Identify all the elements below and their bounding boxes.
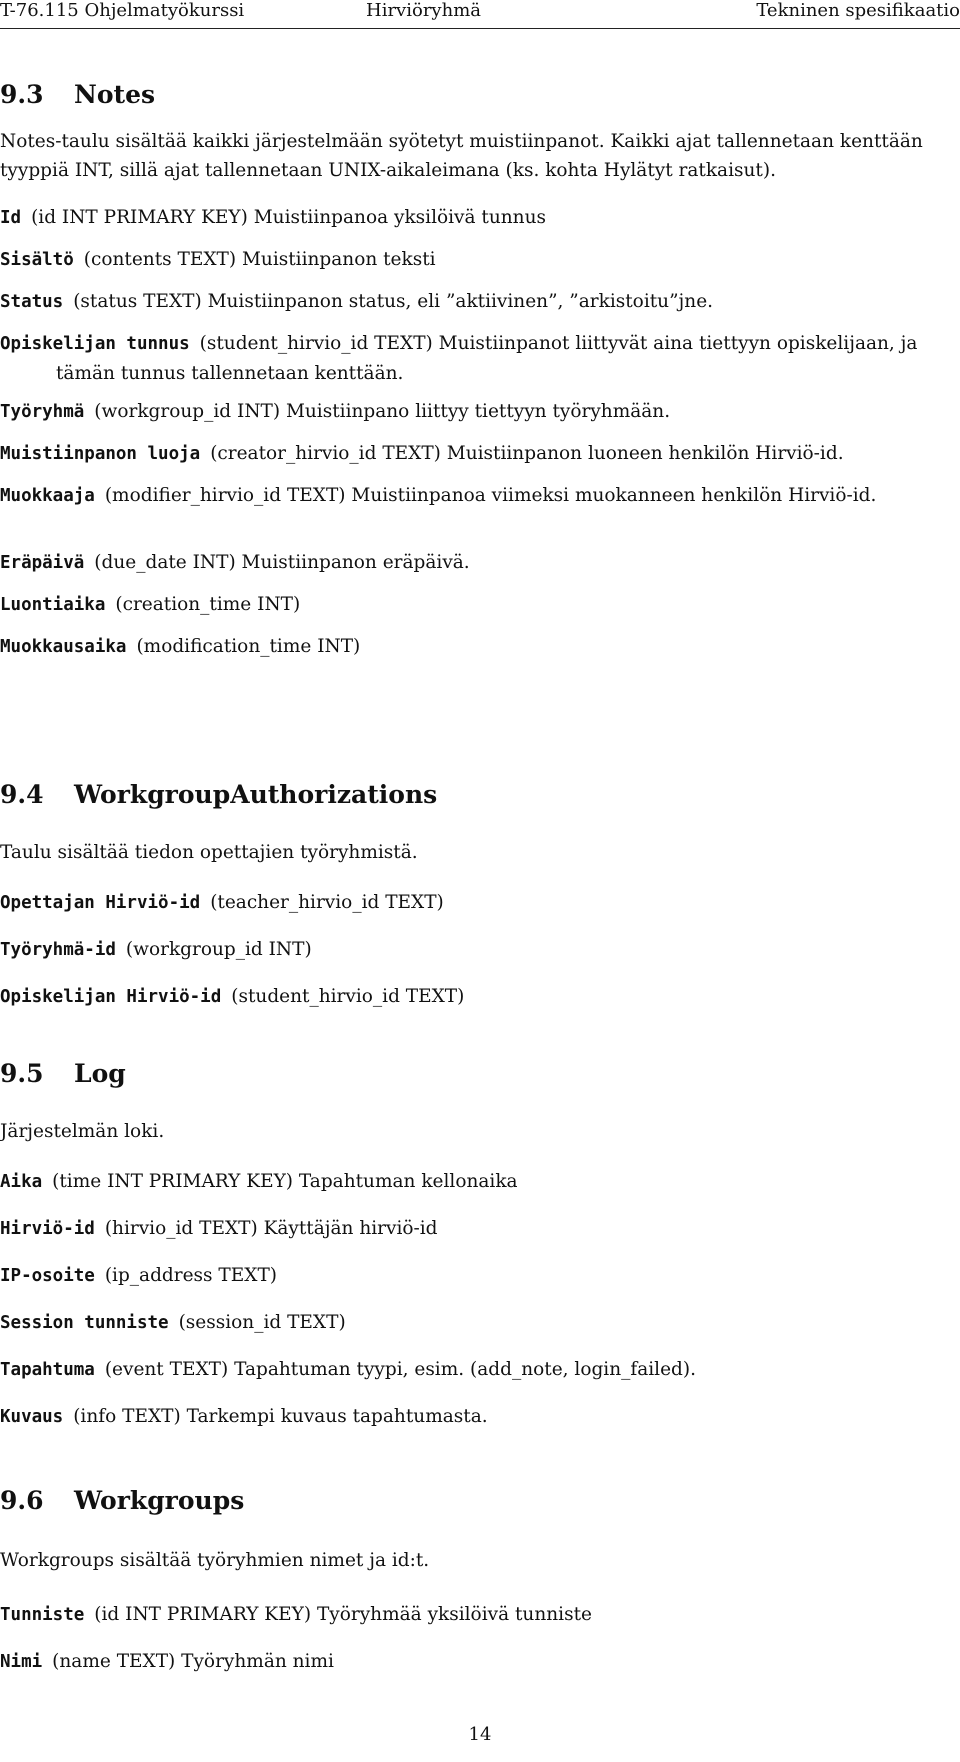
field-term: Luontiaika: [0, 595, 106, 615]
section-number: 9.5: [0, 1059, 44, 1088]
header-doc-title: Tekninen spesifikaatio: [756, 0, 960, 21]
field-entry: [0, 287, 952, 317]
field-desc: (ip_address TEXT): [104, 1265, 278, 1286]
field-term: Kuvaus: [0, 1407, 64, 1427]
field-desc: (id INT PRIMARY KEY) Työryhmää yksilöivä tunniste: [94, 1604, 592, 1625]
field-term: Työryhmä-id: [0, 940, 116, 960]
field-term: Opiskelijan tunnus: [0, 334, 190, 354]
field-desc: (contents TEXT) Muistiinpanon teksti: [83, 249, 436, 270]
header-group: Hirviöryhmä: [366, 0, 481, 21]
notes-intro: Notes-taulu sisältää kaikki järjestelmään syötetyt muistiinpanot. Kaikki ajat tallennetaan kenttään tyyppiä INT, sillä ajat tallennetaan UNIX-aikaleimana (ks. kohta Hylätyt ratkaisut).: [0, 131, 923, 181]
field-entry: [0, 1214, 952, 1244]
field-desc: (creation_time INT): [115, 594, 301, 615]
field-entry: [0, 1600, 952, 1630]
field-desc: (due_date INT) Muistiinpanon eräpäivä.: [94, 552, 470, 573]
field-entry: [0, 1308, 952, 1338]
field-term: IP-osoite: [0, 1266, 95, 1286]
section-title-notes: [0, 80, 155, 109]
field-desc: (student_hirvio_id TEXT): [231, 986, 465, 1007]
field-entry: [0, 329, 952, 389]
field-term: Tapahtuma: [0, 1360, 95, 1380]
running-header: [0, 0, 960, 28]
field-entry: [0, 590, 952, 620]
field-term: Id: [0, 208, 22, 228]
header-course: T-76.115 Ohjelmatyökurssi: [0, 0, 245, 21]
field-entry: [0, 548, 952, 578]
section-number: 9.3: [0, 80, 44, 109]
field-term: Tunniste: [0, 1605, 85, 1625]
section-name: WorkgroupAuthorizations: [74, 780, 438, 809]
field-entry: [0, 632, 952, 662]
section-number: 9.6: [0, 1486, 44, 1515]
header-rule: [0, 28, 960, 29]
field-term: Opettajan Hirviö-id: [0, 893, 201, 913]
field-term: Opiskelijan Hirviö-id: [0, 987, 222, 1007]
field-term: Session tunniste: [0, 1313, 169, 1333]
field-desc: (time INT PRIMARY KEY) Tapahtuman kellonaika: [52, 1171, 518, 1192]
field-desc: (name TEXT) Työryhmän nimi: [52, 1651, 334, 1672]
section-name: Workgroups: [74, 1486, 245, 1515]
section-name: Notes: [74, 80, 156, 109]
field-entry: [0, 888, 952, 918]
field-desc: (info TEXT) Tarkempi kuvaus tapahtumasta.: [73, 1406, 488, 1427]
log-intro: Järjestelmän loki.: [0, 1121, 165, 1142]
field-entry: [0, 439, 952, 469]
field-term: Työryhmä: [0, 402, 85, 422]
section-name: Log: [74, 1059, 126, 1088]
field-entry: [0, 203, 952, 233]
field-desc: (student_hirvio_id TEXT) Muistiinpanot liittyvät aina tiettyyn opiskelijaan, ja tämän tunnus tallennetaan kenttään.: [56, 333, 918, 384]
field-desc: (event TEXT) Tapahtuman tyypi, esim. (add_note, login_failed).: [104, 1359, 696, 1380]
section-number: 9.4: [0, 780, 44, 809]
field-entry: [0, 1261, 952, 1291]
section-title-workgroup-authorizations: [0, 780, 437, 809]
field-desc: (modifier_hirvio_id TEXT) Muistiinpanoa viimeksi muokanneen henkilön Hirviö-id.: [104, 485, 877, 506]
page-number: 14: [468, 1724, 492, 1745]
field-entry: [0, 1167, 952, 1197]
field-desc: (workgroup_id INT): [125, 939, 312, 960]
field-term: Status: [0, 292, 64, 312]
field-term: Muokkaaja: [0, 486, 95, 506]
field-entry: [0, 935, 952, 965]
workgroup-authorizations-intro: Taulu sisältää tiedon opettajien työryhmistä.: [0, 842, 418, 863]
field-entry: [0, 245, 952, 275]
field-desc: (status TEXT) Muistiinpanon status, eli ”aktiivinen”, ”arkistoitu”jne.: [73, 291, 714, 312]
section-title-workgroups: [0, 1486, 244, 1515]
field-term: Hirviö-id: [0, 1219, 95, 1239]
field-desc: (id INT PRIMARY KEY) Muistiinpanoa yksilöivä tunnus: [31, 207, 547, 228]
field-term: Nimi: [0, 1652, 43, 1672]
field-entry: [0, 1402, 952, 1432]
field-term: Muistiinpanon luoja: [0, 444, 201, 464]
field-entry: [0, 1355, 952, 1385]
field-desc: (modification_time INT): [136, 636, 361, 657]
field-entry: [0, 982, 952, 1012]
field-term: Muokkausaika: [0, 637, 127, 657]
field-desc: (teacher_hirvio_id TEXT): [210, 892, 444, 913]
field-entry: [0, 397, 952, 427]
field-term: Eräpäivä: [0, 553, 85, 573]
field-desc: (creator_hirvio_id TEXT) Muistiinpanon luoneen henkilön Hirviö-id.: [210, 443, 844, 464]
workgroups-intro: Workgroups sisältää työryhmien nimet ja id:t.: [0, 1550, 430, 1571]
field-desc: (workgroup_id INT) Muistiinpano liittyy tiettyyn työryhmään.: [94, 401, 671, 422]
field-term: Aika: [0, 1172, 43, 1192]
section-title-log: [0, 1059, 126, 1088]
field-entry: [0, 1647, 952, 1677]
field-term: Sisältö: [0, 250, 74, 270]
field-desc: (session_id TEXT): [178, 1312, 346, 1333]
field-entry: [0, 481, 952, 511]
field-desc: (hirvio_id TEXT) Käyttäjän hirviö-id: [104, 1218, 438, 1239]
